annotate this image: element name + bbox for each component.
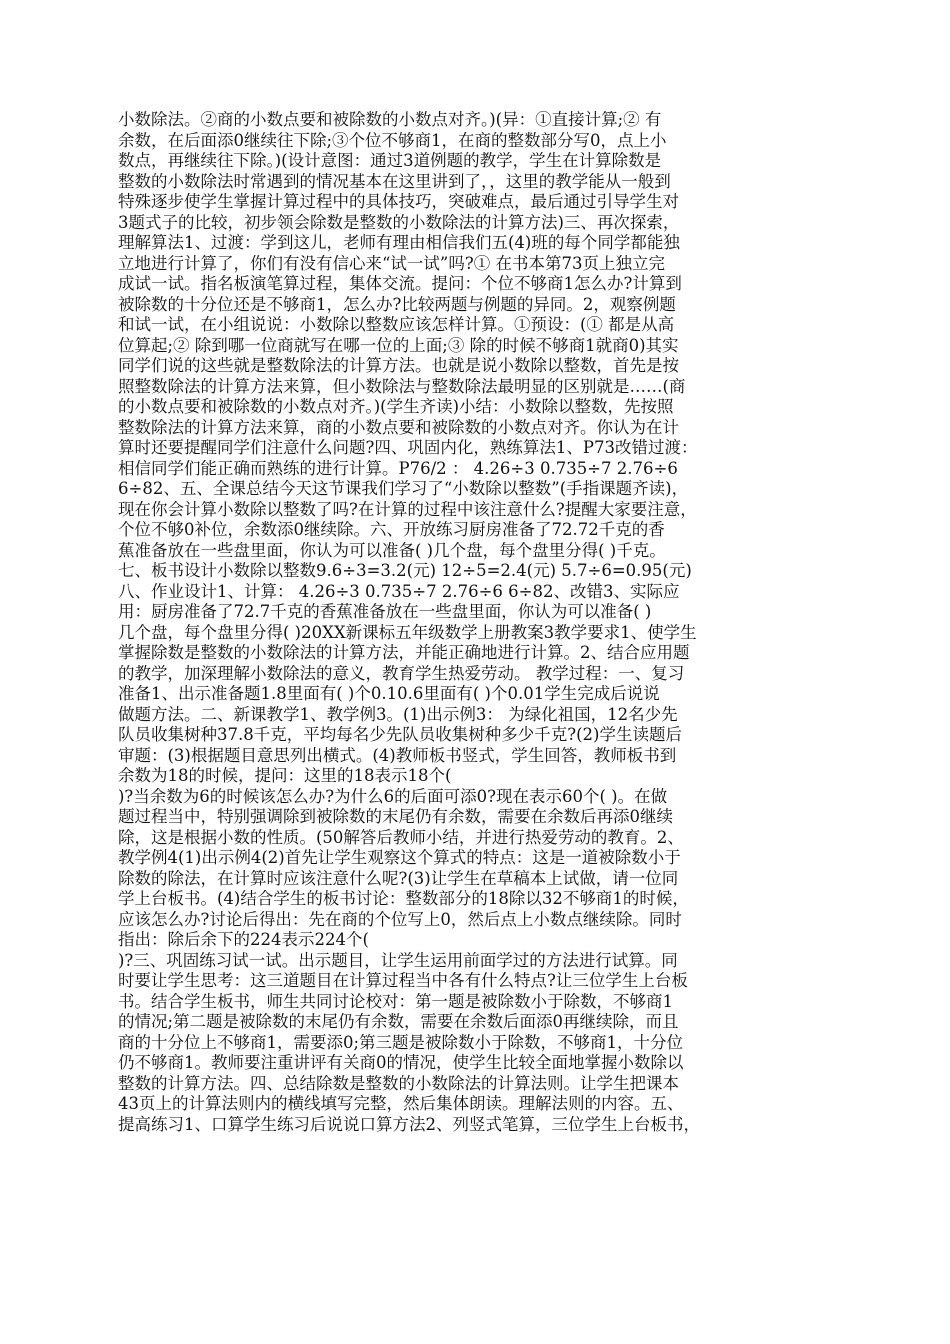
text-line: 理解算法1、过渡：学到这儿，老师有理由相信我们五(4)班的每个同学都能独	[118, 233, 680, 252]
text-line: 用：厨房准备了72.7千克的香蕉准备放在一些盘里面，你认为可以准备( )	[118, 602, 652, 621]
text-line: 除，这是根据小数的性质。(50解答后教师小结，并进行热爱劳动的教育。2、	[118, 827, 684, 847]
text-line: )?三、巩固练习试一试。出示题目，让学生运用前面学过的方法进行试算。同	[118, 950, 678, 970]
text-line: 题过程当中，特别强调除到被除数的末尾仍有余数，需要在余数后再添0继续	[118, 807, 673, 826]
text-line: 的小数点要和被除数的小数点对齐。)(学生齐读)小结：小数除以整数，先按照	[118, 397, 674, 416]
text-line: 3题式子的比较，初步领会除数是整数的小数除法的计算方法)三、再次探索，	[118, 212, 680, 232]
text-line: 审题：(3)根据题目意思列出横式。(4)教师板书竖式，学生回答，教师板书到	[118, 745, 677, 765]
text-line: 做题方法。二、新课教学1、教学例3。(1)出示例3： 为绿化祖国，12名少先	[118, 704, 678, 724]
text-line: 教学例4(1)出示例4(2)首先让学生观察这个算式的特点：这是一道被除数小于	[118, 848, 681, 867]
text-line: 算时还要提醒同学们注意什么问题?四、巩固内化，熟练算法1、P73改错过渡：	[118, 438, 698, 457]
text-line: 商的十分位上不够商1，需要添0;第三题是被除数小于除数，不够商1，十分位	[118, 1032, 684, 1052]
text-line: 整数除法的计算方法来算，商的小数点要和被除数的小数点对齐。你认为在计	[118, 417, 679, 437]
text-line: 照整数除法的计算方法来算，但小数除法与整数除法最明显的区别就是……(商	[118, 376, 686, 396]
text-line: 43页上的计算法则内的横线填写完整，然后集体朗读。理解法则的内容。五、	[118, 1094, 684, 1113]
text-line: 除数的除法，在计算时应该注意什么呢?(3)让学生在草稿本上试做，请一位同	[118, 868, 679, 888]
document-body	[118, 110, 832, 1135]
text-line: 小数除法。②商的小数点要和被除数的小数点对齐。)(异：①直接计算;② 有	[118, 110, 662, 129]
text-line: 八、作业设计1、计算： 4.26÷3 0.735÷7 2.76÷6 6÷82、改错3、实际应	[118, 581, 680, 601]
text-line: 余数为18的时候，提问：这里的18表示18个(	[118, 766, 452, 785]
text-line: 个位不够0补位，余数添0继续除。六、开放练习厨房准备了72.72千克的香	[118, 520, 665, 539]
text-line: 的情况;第二题是被除数的末尾仍有余数，需要在余数后面添0再继续除，而且	[118, 1012, 679, 1031]
text-line: 七、板书设计小数除以整数9.6÷3=3.2(元) 12÷5=2.4(元) 5.7÷6=0.95(元)	[118, 561, 692, 580]
text-line: 掌握除数是整数的小数除法的计算方法，并能正确地进行计算。2、结合应用题	[118, 643, 690, 662]
text-line: 现在你会计算小数除以整数了吗?在计算的过程中该注意什么?提醒大家要注意，	[118, 499, 697, 519]
text-line: 队员收集树种37.8千克，平均每名少先队员收集树种多少千克?(2)学生读题后	[118, 725, 682, 744]
text-line: 学上台板书。(4)结合学生的板书讨论：整数部分的18除以32不够商1的时候，	[118, 889, 689, 908]
text-line: 余数，在后面添0继续往下除;③个位不够商1，在商的整数部分写0，点上小	[118, 130, 667, 150]
text-line: 特殊逐步使学生掌握计算过程中的具体技巧，突破难点，最后通过引导学生对	[118, 192, 679, 211]
text-line: 位算起;② 除到哪一位商就写在哪一位的上面;③ 除的时候不够商1就商0)其实	[118, 335, 679, 355]
text-line: 指出：除后余下的224表示224个(	[118, 930, 369, 949]
text-line: 应该怎么办?讨论后得出：先在商的个位写上0，然后点上小数点继续除。同时	[118, 909, 682, 929]
text-line: )?当余数为6的时候该怎么办?为什么6的后面可添0?现在表示60个( )。在做	[118, 786, 668, 806]
text-line: 成试一试。指名板演笔算过程，集体交流。提问：个位不够商1怎么办?计算到	[118, 274, 682, 293]
text-line: 整数的小数除法时常遇到的情况基本在这里讲到了，，这里的教学能从一般到	[118, 171, 671, 191]
text-line: 提高练习1、口算学生练习后说说口算方法2、列竖式笔算，三位学生上台板书，	[118, 1114, 700, 1134]
text-line: 的教学，加深理解小数除法的意义，教育学生热爱劳动。 教学过程：一、复习	[118, 663, 685, 683]
text-line: 被除数的十分位还是不够商1，怎么办?比较两题与例题的异同。2，观察例题	[118, 294, 676, 314]
text-line: 仍不够商1。教师要注重讲评有关商0的情况，使学生比较全面地掌握小数除以	[118, 1053, 684, 1072]
text-line: 几个盘，每个盘里分得( )20XX新课标五年级数学上册教案3教学要求1、使学生	[118, 622, 697, 642]
text-line: 和试一试，在小组说说：小数除以整数应该怎样计算。①预设：(① 都是从高	[118, 315, 675, 334]
text-line: 相信同学们能正确而熟练的进行计算。P76/2 ： 4.26÷3 0.735÷7 2.76÷6	[118, 458, 678, 478]
text-line: 同学们说的这些就是整数除法的计算方法。也就是说小数除以整数，首先是按	[118, 356, 679, 375]
text-line: 整数的计算方法。四、总结除数是整数的小数除法的计算法则。让学生把课本	[118, 1073, 679, 1093]
text-line: 书。结合学生板书，师生共同讨论校对：第一题是被除数小于除数，不够商1	[118, 991, 673, 1011]
text-line: 数点，再继续往下除。)(设计意图：通过3道例题的教学，学生在计算除数是	[118, 151, 662, 170]
text-line: 立地进行计算了，你们有没有信心来“试一试”吗?① 在书本第73页上独立完	[118, 253, 665, 273]
text-line: 6÷82、五、全课总结今天这节课我们学习了“小数除以整数”(手指课题齐读)，	[118, 479, 689, 498]
text-line: 蕉准备放在一些盘里面，你认为可以准备( )几个盘，每个盘里分得( )千克。	[118, 540, 666, 560]
text-line: 准备1、出示准备题1.8里面有( )个0.10.6里面有( )个0.01学生完成后说说	[118, 684, 660, 703]
text-line: 时要让学生思考：这三道题目在计算过程当中各有什么特点?让三位学生上台板	[118, 971, 688, 990]
